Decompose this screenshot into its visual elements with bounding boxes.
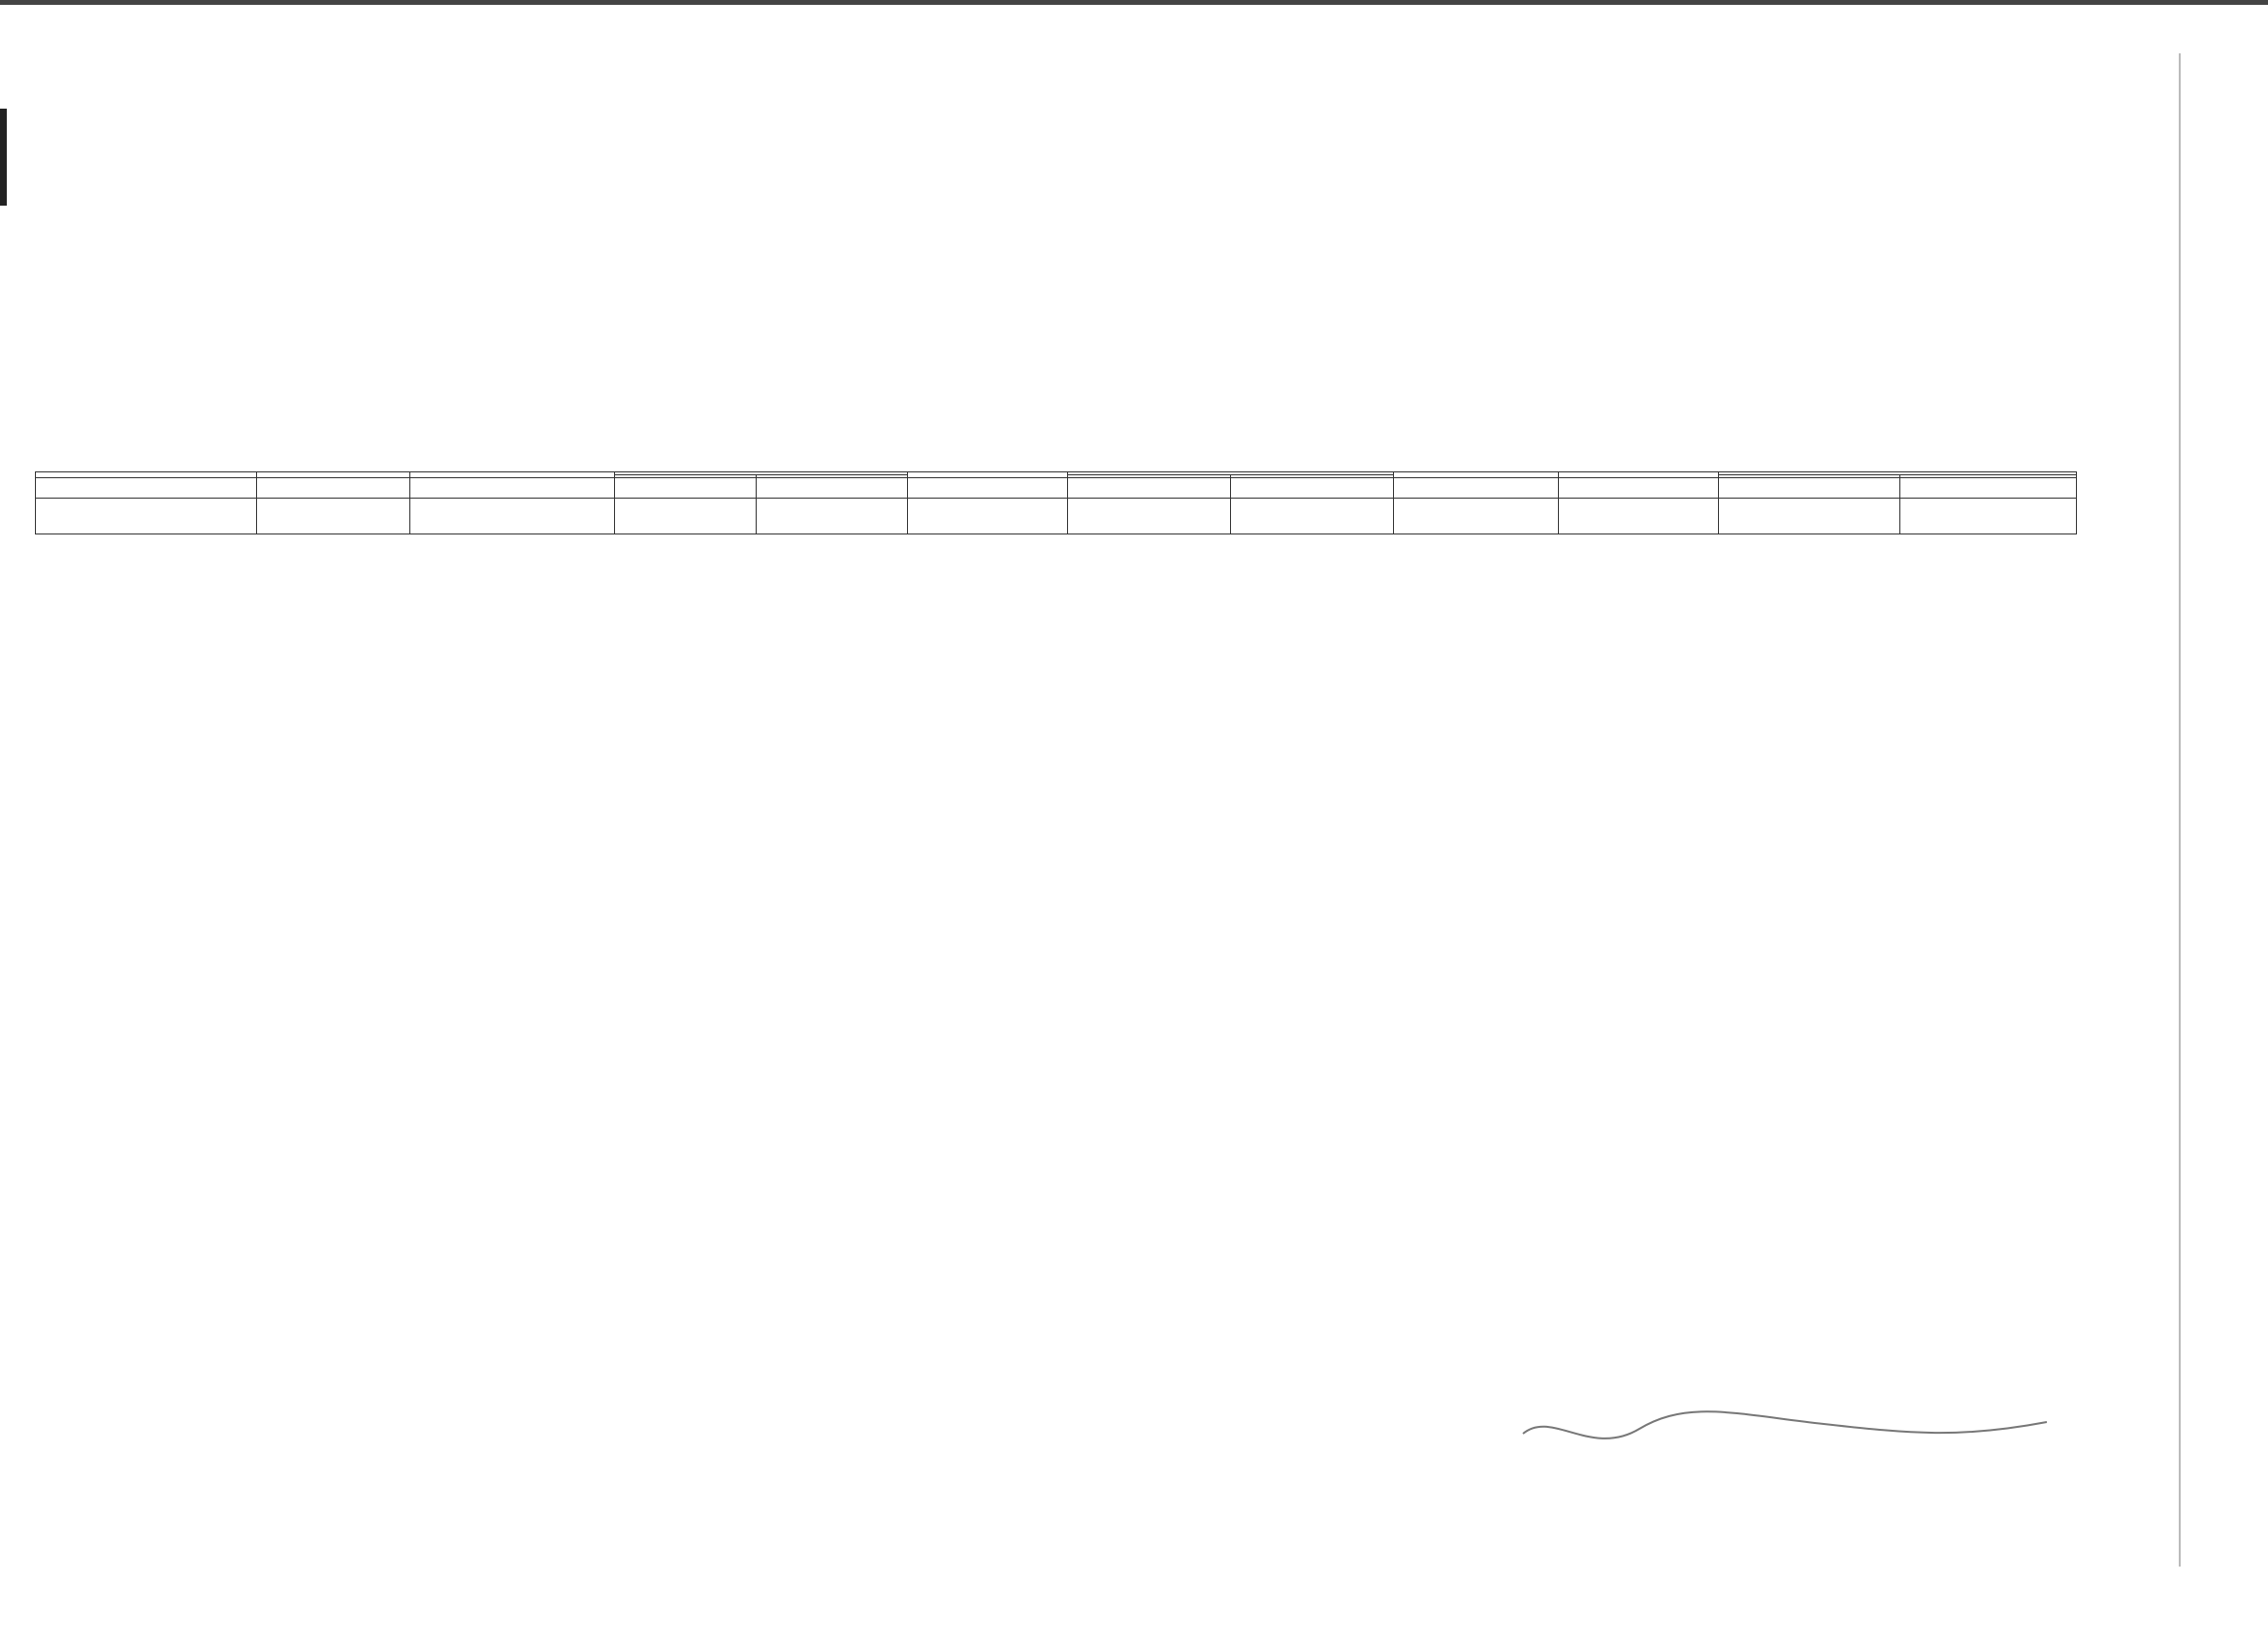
table-cell <box>908 499 1068 534</box>
report-parameters <box>53 267 655 438</box>
param-row <box>53 381 655 410</box>
col-number <box>757 478 908 499</box>
col-number <box>410 478 615 499</box>
table-cell <box>1900 499 2077 534</box>
scan-binding-mark <box>0 109 7 206</box>
param-label <box>53 324 655 353</box>
table-cell <box>257 499 410 534</box>
col-number <box>1719 478 1900 499</box>
table-footer <box>36 499 2077 534</box>
param-row <box>53 324 655 353</box>
table-header <box>36 472 2077 499</box>
scan-right-edge <box>2179 53 2181 1567</box>
param-label <box>53 267 655 296</box>
param-row <box>53 410 655 439</box>
param-label <box>53 410 655 439</box>
col-number <box>1394 478 1559 499</box>
param-row <box>53 353 655 382</box>
table-cell <box>1068 499 1231 534</box>
column-number-row <box>36 478 2077 499</box>
handwritten-squiggle <box>1513 1405 2057 1463</box>
table-cell <box>1719 499 1900 534</box>
total-row <box>36 499 2077 534</box>
param-label <box>53 296 655 325</box>
param-label <box>53 381 655 410</box>
scan-top-edge <box>0 0 2268 5</box>
table-cell <box>410 499 615 534</box>
total-label <box>36 499 257 534</box>
col-number <box>1231 478 1394 499</box>
table-cell <box>615 499 757 534</box>
col-number <box>36 478 257 499</box>
col-number <box>257 478 410 499</box>
table-cell <box>757 499 908 534</box>
col-number <box>1900 478 2077 499</box>
table-cell <box>1559 499 1719 534</box>
col-number <box>1559 478 1719 499</box>
table-cell <box>1231 499 1394 534</box>
table-cell <box>1394 499 1559 534</box>
param-label <box>53 353 655 382</box>
expense-table <box>35 471 2077 534</box>
col-number <box>908 478 1068 499</box>
param-row <box>53 267 655 296</box>
col-number <box>615 478 757 499</box>
col-number <box>1068 478 1231 499</box>
param-row <box>53 296 655 325</box>
